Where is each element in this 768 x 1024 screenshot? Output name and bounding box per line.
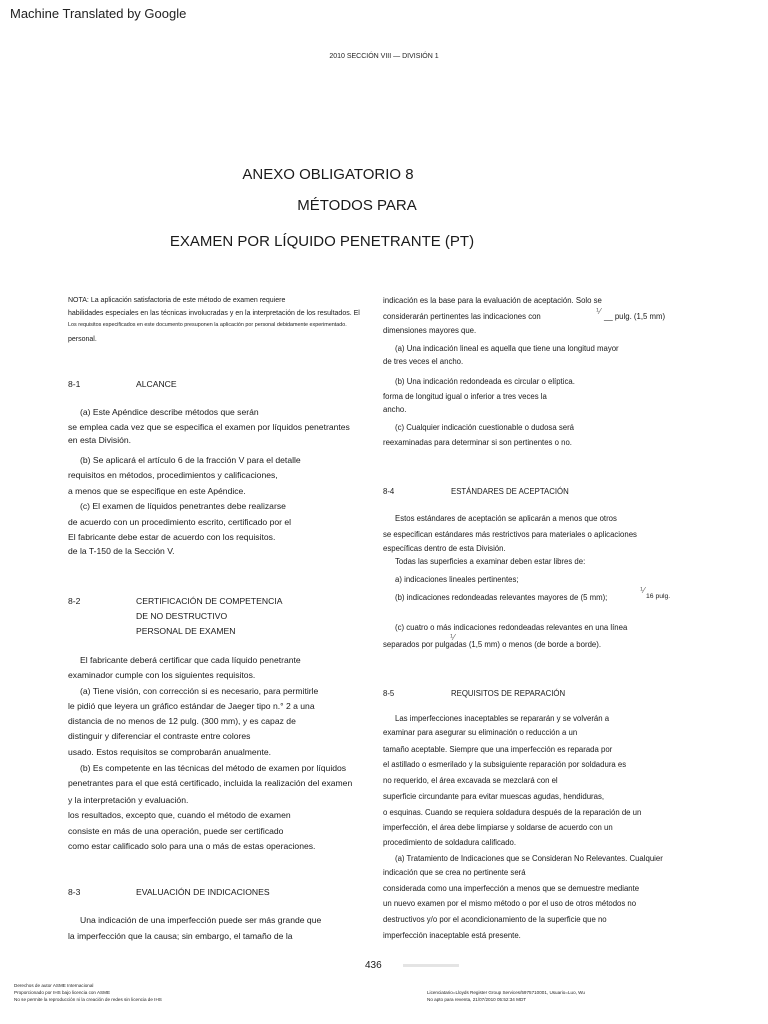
- body-line: no requerido, el área excavada se mezclará con el: [383, 776, 558, 785]
- body-line: tamaño aceptable. Siempre que una imperfección es reparada por: [383, 745, 613, 754]
- body-line: (c) Cualquier indicación cuestionable o dudosa será: [395, 423, 575, 432]
- body-line: (c) cuatro o más indicaciones redondeadas relevantes en una línea: [395, 623, 628, 632]
- body-line: 16 pulg.: [646, 593, 671, 600]
- section-heading: CERTIFICACIÓN DE COMPETENCIA: [136, 596, 283, 606]
- section-heading: DE NO DESTRUCTIVO: [136, 611, 228, 621]
- body-line: destructivos y/o por el acondicionamiento de la superficie que no: [383, 915, 607, 924]
- body-line: imperfección inaceptable está presente.: [383, 931, 521, 940]
- footer-left-line: Derechos de autor ASME Internacional: [14, 983, 94, 988]
- section-heading: ALCANCE: [136, 379, 177, 389]
- body-line: la imperfección que la causa; sin embargo, el tamaño de la: [68, 931, 293, 941]
- body-line: a menos que se especifique en este Apéndice.: [68, 486, 246, 496]
- body-line: de acuerdo con un procedimiento escrito, certificado por el: [68, 517, 292, 527]
- body-line: los resultados, excepto que, cuando el método de examen: [68, 810, 291, 820]
- section-heading: EVALUACIÓN DE INDICACIONES: [136, 887, 270, 897]
- body-line: (a) Una indicación lineal es aquella que tiene una longitud mayor: [395, 344, 619, 353]
- title-line-3: EXAMEN POR LÍQUIDO PENETRANTE (PT): [169, 233, 475, 250]
- body-line: ancho.: [383, 405, 407, 414]
- body-line: (b) Es competente en las técnicas del método de examen por líquidos: [80, 763, 347, 773]
- footer-left-line: Proporcionado por IHS bajo licencia con ASME: [14, 990, 111, 995]
- body-line: indicación que se crea no pertinente será: [383, 868, 526, 877]
- body-line: requisitos en métodos, procedimientos y calificaciones,: [68, 470, 278, 480]
- body-line: se especifican estándares más restrictivos para materiales o aplicaciones: [383, 530, 637, 539]
- body-line: (a) Tratamiento de Indicaciones que se Consideran No Relevantes. Cualquier: [395, 854, 663, 863]
- running-header: 2010 SECCIÓN VIII — DIVISIÓN 1: [329, 53, 439, 60]
- body-line: Las imperfecciones inaceptables se repararán y se volverán a: [395, 714, 610, 723]
- body-line: reexaminadas para determinar si son pertinentes o no.: [383, 438, 572, 447]
- title-line-1: ANEXO OBLIGATORIO 8: [242, 166, 414, 183]
- body-line: considerarán pertinentes las indicaciones con: [383, 312, 541, 321]
- note-line: Los requisitos especificados en este documento presuponen la aplicación por personal debidamente experimentado.: [68, 322, 347, 328]
- fraction-mark: ⅟: [450, 633, 455, 642]
- body-line: a) indicaciones lineales pertinentes;: [395, 575, 519, 584]
- section-heading: PERSONAL DE EXAMEN: [136, 626, 236, 636]
- body-line: se emplea cada vez que se especifica el examen por líquidos penetrantes: [68, 422, 350, 432]
- body-line: procedimiento de soldadura calificado.: [383, 838, 517, 847]
- body-line: penetrantes para el que está certificado, incluida la realización del examen: [68, 778, 353, 788]
- body-line: le pidió que leyera un gráfico estándar de Jaeger tipo n.° 2 a una: [68, 701, 315, 711]
- body-line: distinguir y diferenciar el contraste entre colores: [68, 731, 251, 741]
- body-line: como estar calificado solo para una o más de estas operaciones.: [68, 841, 316, 851]
- section-number: 8-4: [383, 487, 395, 496]
- section-heading: ESTÁNDARES DE ACEPTACIÓN: [451, 487, 569, 496]
- body-line: considerada como una imperfección a menos que se demuestre mediante: [383, 884, 640, 893]
- body-line: específicas dentro de esta División.: [383, 544, 506, 553]
- body-line: consiste en más de una operación, puede ser certificado: [68, 826, 284, 836]
- body-line: un nuevo examen por el mismo método o por el uso de otros métodos no: [383, 899, 637, 908]
- body-line: o esquinas. Cuando se requiera soldadura después de la reparación de un: [383, 808, 642, 817]
- section-heading: REQUISITOS DE REPARACIÓN: [451, 689, 566, 698]
- footer-right-line: No apto para reventa, 21/07/2010 05:52:34 MDT: [427, 997, 527, 1002]
- faded-text-strip: [403, 964, 459, 967]
- body-line: Todas las superficies a examinar deben estar libres de:: [395, 557, 586, 566]
- body-line: (a) Tiene visión, con corrección si es necesario, para permitirle: [80, 686, 319, 696]
- section-number: 8-3: [68, 887, 81, 897]
- body-line: en esta División.: [68, 435, 132, 445]
- machine-translation-banner: Machine Translated by Google: [10, 6, 187, 21]
- body-line: separados por pulgadas (1,5 mm) o menos (de borde a borde).: [383, 640, 602, 649]
- body-line: indicación es la base para la evaluación de aceptación. Solo se: [383, 296, 602, 305]
- body-line: de tres veces el ancho.: [383, 357, 464, 366]
- body-line: superficie circundante para evitar muescas agudas, hendiduras,: [383, 792, 605, 801]
- body-line: de la T-150 de la Sección V.: [68, 546, 175, 556]
- fraction-mark: ⅟: [640, 586, 645, 595]
- body-line: forma de longitud igual o inferior a tres veces la: [383, 392, 547, 401]
- body-line: (b) Una indicación redondeada es circular o elíptica.: [395, 377, 575, 386]
- section-number: 8-5: [383, 689, 395, 698]
- body-line: el astillado o esmerilado y la subsiguiente reparación por soldadura es: [383, 760, 627, 769]
- body-line: (a) Este Apéndice describe métodos que serán: [80, 407, 259, 417]
- body-line: examinar para asegurar su eliminación o reducción a un: [383, 728, 578, 737]
- body-line: El fabricante debe estar de acuerdo con los requisitos.: [68, 532, 276, 542]
- body-line: Estos estándares de aceptación se aplicarán a menos que otros: [395, 514, 617, 523]
- body-line: (c) El examen de líquidos penetrantes debe realizarse: [80, 501, 286, 511]
- note-line: habilidades especiales en las técnicas involucradas y en la interpretación de los resultados. El: [68, 310, 360, 317]
- body-line: distancia de no menos de 12 pulg. (300 mm), y es capaz de: [68, 716, 296, 726]
- body-line: (b) indicaciones redondeadas relevantes mayores de (5 mm);: [395, 593, 608, 602]
- body-line: usado. Estos requisitos se comprobarán anualmente.: [68, 747, 272, 757]
- title-line-2: MÉTODOS PARA: [297, 197, 417, 214]
- body-line: examinador cumple con los siguientes requisitos.: [68, 670, 256, 680]
- body-line: dimensiones mayores que.: [383, 326, 477, 335]
- body-line: (b) Se aplicará el artículo 6 de la fracción V para el detalle: [80, 455, 301, 465]
- fraction-mark: ⅟: [596, 307, 601, 316]
- footer-left-line: No se permite la reproducción ni la creación de redes sin licencia de IHS: [14, 997, 162, 1002]
- note-line: NOTA: La aplicación satisfactoria de este método de examen requiere: [68, 297, 286, 304]
- section-number: 8-1: [68, 379, 81, 389]
- body-line: y la interpretación y evaluación.: [68, 795, 189, 805]
- page-number: 436: [365, 960, 382, 971]
- footer-right-line: Licenciatario=Lloyds Register Group Services/5975710001, Usuario=Luo, Wu: [427, 990, 585, 995]
- note-line: personal.: [68, 336, 97, 343]
- body-line: El fabricante deberá certificar que cada líquido penetrante: [80, 655, 301, 665]
- body-line: imperfección, el área debe limpiarse y soldarse de acuerdo con un: [383, 823, 613, 832]
- body-line: __ pulg. (1,5 mm): [604, 312, 666, 321]
- section-number: 8-2: [68, 596, 81, 606]
- body-line: Una indicación de una imperfección puede ser más grande que: [80, 915, 322, 925]
